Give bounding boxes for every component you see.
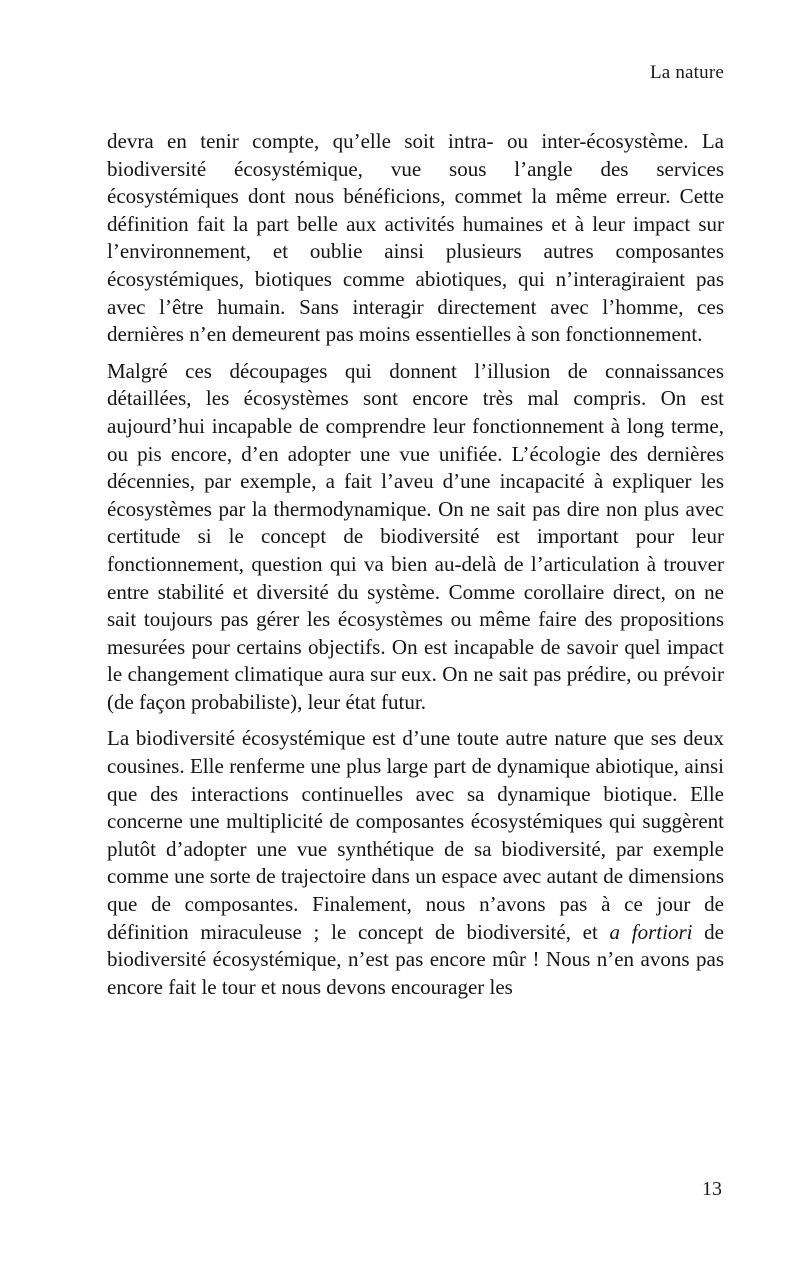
page-number: 13 [702,1178,722,1200]
running-header: La nature [649,62,724,83]
text-run: La biodiversité écosystémique est d’une toute autre nature que ses deux cousines. Elle renferme une plus large part de dynamique abiotique, ainsi que des interactions continuelles avec sa dynamique biotique. Elle concerne une multiplicité de composantes écosystémiques qui suggèrent plutôt d’adopter une vue synthétique de sa biodiversité, par exemple comme une sorte de trajectoire dans un espace avec autant de dimensions que de composantes. Finalement, nous n’avons pas à ce jour de définition miraculeuse ; le concept de biodiversité, et [107,726,724,944]
italic-text-run: a fortiori [609,919,693,944]
text-run: Malgré ces découpages qui donnent l’illusion de connaissances détaillées, les écosystèmes sont encore très mal compris. On est aujourd’hui incapable de comprendre leur fonctionnement à long terme, ou pis encore, d’en adopter une vue unifiée. L’écologie des dernières décennies, par exemple, a fait l’aveu d’une incapacité à expliquer les écosystèmes par la thermodynamique. On ne sait pas dire non plus avec certitude si le concept de biodiversité est important pour leur fonctionnement, question qui va bien au-delà de l’articulation à trouver entre stabilité et diversité du système. Comme corollaire direct, on ne sait toujours pas gérer les écosystèmes ou même faire des propositions mesurées pour certains objectifs. On est incapable de savoir quel impact le changement climatique aura sur eux. On ne sait pas prédire, ou prévoir (de façon probabiliste), leur état futur. [107,358,724,714]
text-run: devra en tenir compte, qu’elle soit intra- ou inter-écosystème. La biodiversité écosystémique, vue sous l’angle des services écosystémiques dont nous bénéficions, commet la même erreur. Cette définition fait la part belle aux activités humaines et à leur impact sur l’environnement, et oublie ainsi plusieurs autres composantes écosystémiques, biotiques comme abiotiques, qui n’interagiraient pas avec l’être humain. Sans interagir directement avec l’homme, ces dernières n’en demeurent pas moins essentielles à son fonctionnement. [107,129,724,347]
paragraph [107,725,724,1001]
paragraph [107,358,724,717]
page-content [107,128,724,1001]
paragraph [107,128,724,349]
text-run: de biodiversité écosystémique, n’est pas encore mûr ! Nous n’en avons pas encore fait le tour et nous devons encourager les [107,919,724,999]
